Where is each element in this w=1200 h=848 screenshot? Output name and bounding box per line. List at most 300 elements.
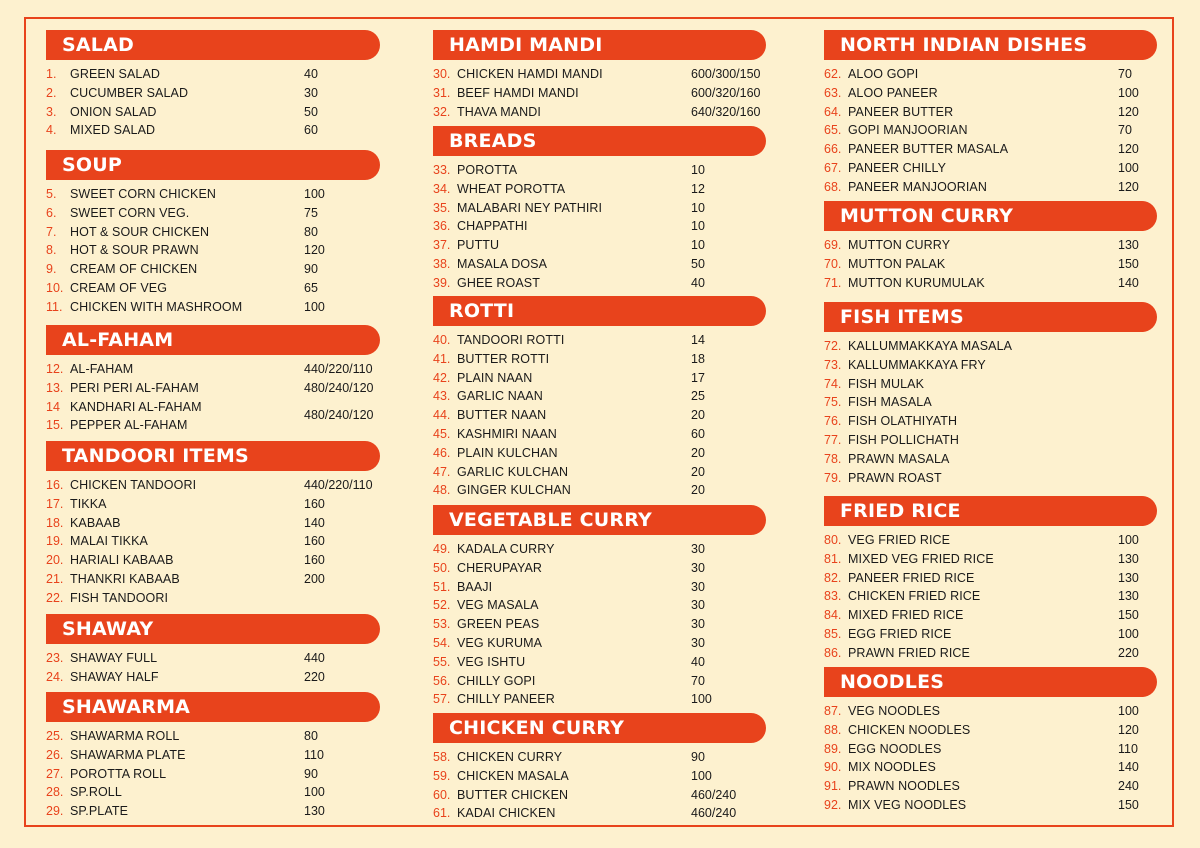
menu-item <box>824 702 1157 721</box>
menu-item <box>46 279 380 298</box>
item-price: 80 <box>304 224 318 239</box>
item-name: GARLIC KULCHAN <box>457 464 569 479</box>
item-number: 58. <box>433 750 451 764</box>
item-name: CHICKEN FRIED RICE <box>848 589 981 604</box>
item-number: 80. <box>824 533 842 547</box>
section-title: CHICKEN CURRY <box>433 713 766 743</box>
item-price: 140 <box>304 515 325 530</box>
item-name: HOT & SOUR CHICKEN <box>70 224 210 239</box>
item-price: 12 <box>691 181 705 196</box>
item-name: CUCUMBER SALAD <box>70 85 189 100</box>
item-price: 140 <box>1118 760 1139 775</box>
item-price: 50 <box>304 104 318 119</box>
menu-item <box>46 765 380 784</box>
item-number: 77. <box>824 433 842 447</box>
menu-item <box>824 255 1157 274</box>
item-name: ALOO PANEER <box>848 85 938 100</box>
menu-item <box>46 260 380 279</box>
menu-item <box>433 767 766 786</box>
item-number: 4. <box>46 123 57 138</box>
section-title: SHAWAY <box>46 614 380 644</box>
item-number: 13. <box>46 380 64 395</box>
menu-item <box>824 84 1157 103</box>
item-number: 32. <box>433 104 451 119</box>
item-number: 51. <box>433 579 451 594</box>
menu-item <box>433 615 766 634</box>
item-number: 25. <box>46 729 64 743</box>
item-number: 45. <box>433 427 451 441</box>
menu-item <box>433 369 766 388</box>
item-price: 50 <box>691 257 705 271</box>
item-name: EGG FRIED RICE <box>848 627 952 641</box>
item-price: 90 <box>304 766 318 781</box>
item-name: SP.ROLL <box>70 785 122 800</box>
item-price: 20 <box>691 408 705 423</box>
menu-item <box>433 84 766 103</box>
menu-item <box>824 393 1157 412</box>
item-name: GOPI MANJOORIAN <box>848 123 968 138</box>
item-name: FISH MASALA <box>848 395 932 410</box>
menu-item <box>824 469 1157 488</box>
menu-item <box>46 746 380 765</box>
item-name: PLAIN NAAN <box>457 370 533 385</box>
item-name: GREEN SALAD <box>70 67 161 81</box>
item-number: 53. <box>433 617 451 632</box>
item-price: 100 <box>691 768 712 783</box>
item-price: 160 <box>304 534 325 549</box>
menu-item <box>433 65 766 84</box>
item-name: KALLUMMAKKAYA MASALA <box>848 339 1013 353</box>
menu-item <box>433 255 766 274</box>
item-number: 55. <box>433 654 451 669</box>
menu-item <box>46 649 380 668</box>
item-number: 29. <box>46 804 64 819</box>
item-number: 85. <box>824 627 842 641</box>
menu-item <box>46 185 380 204</box>
item-name: TIKKA <box>70 496 107 511</box>
item-price: 75 <box>304 205 318 220</box>
section-title: ROTTI <box>433 296 766 326</box>
item-price: 440 <box>304 651 325 665</box>
item-number: 23. <box>46 651 64 665</box>
item-number: 76. <box>824 414 842 429</box>
menu-item <box>824 721 1157 740</box>
menu-item <box>46 514 380 533</box>
item-number: 61. <box>433 806 451 821</box>
section-title: SOUP <box>46 150 380 180</box>
item-name: SWEET CORN CHICKEN <box>70 187 217 201</box>
menu-item <box>46 65 380 84</box>
item-price: 18 <box>691 351 705 366</box>
item-name: SP.PLATE <box>70 804 129 819</box>
item-price: 640/320/160 <box>691 104 761 119</box>
item-price: 220 <box>304 669 325 684</box>
item-number: 14 <box>46 399 60 414</box>
item-price: 110 <box>1118 741 1138 756</box>
item-number: 42. <box>433 370 451 385</box>
menu-item <box>433 180 766 199</box>
item-number: 12. <box>46 362 64 376</box>
item-name: SHAWAY FULL <box>70 651 158 665</box>
item-price: 600/320/160 <box>691 85 761 100</box>
item-number: 79. <box>824 470 842 485</box>
menu-item <box>824 236 1157 255</box>
item-price: 100 <box>691 692 712 707</box>
menu-item <box>433 444 766 463</box>
item-number: 92. <box>824 798 842 812</box>
item-number: 40. <box>433 333 451 347</box>
item-price: 60 <box>691 427 705 441</box>
item-number: 22. <box>46 590 64 605</box>
menu-item <box>824 531 1157 550</box>
menu-item <box>46 103 380 122</box>
item-number: 28. <box>46 785 64 800</box>
menu-item <box>824 431 1157 450</box>
section-title: FISH ITEMS <box>824 302 1157 332</box>
item-price: 120 <box>1118 722 1139 737</box>
item-number: 15. <box>46 418 64 433</box>
item-number: 17. <box>46 496 64 511</box>
menu-item <box>46 204 380 223</box>
item-number: 74. <box>824 376 842 391</box>
item-price: 160 <box>304 553 325 568</box>
item-price: 17 <box>691 370 705 385</box>
item-price: 30 <box>304 85 318 100</box>
section-title: MUTTON CURRY <box>824 201 1157 231</box>
menu-item <box>433 350 766 369</box>
menu-item <box>433 804 766 823</box>
item-price: 220 <box>1118 645 1139 660</box>
item-price: 10 <box>691 219 705 234</box>
menu-item <box>46 570 380 589</box>
item-price: 30 <box>691 636 705 650</box>
item-price: 70 <box>691 673 705 688</box>
item-name: CHILLY GOPI <box>457 673 536 688</box>
menu-item <box>824 740 1157 759</box>
menu-item <box>824 606 1157 625</box>
item-price: 120 <box>1118 142 1139 157</box>
menu-item <box>46 476 380 495</box>
item-number: 88. <box>824 722 842 737</box>
menu-item <box>824 412 1157 431</box>
item-price: 440/220/110 <box>304 362 373 376</box>
menu-item <box>824 375 1157 394</box>
menu-item <box>824 274 1157 293</box>
item-number: 87. <box>824 704 842 718</box>
item-name: SWEET CORN VEG. <box>70 205 190 220</box>
item-number: 52. <box>433 598 451 613</box>
menu-item <box>46 532 380 551</box>
item-price: 100 <box>304 187 325 201</box>
item-price: 200 <box>304 572 325 586</box>
menu-item <box>46 84 380 103</box>
item-name: MALABARI NEY PATHIRI <box>457 200 603 215</box>
item-name: PEPPER AL-FAHAM <box>70 418 188 433</box>
item-name: PANEER FRIED RICE <box>848 570 975 585</box>
item-number: 89. <box>824 741 842 756</box>
item-number: 83. <box>824 589 842 604</box>
item-number: 63. <box>824 85 842 100</box>
item-price: 150 <box>1118 608 1139 623</box>
item-name: VEG KURUMA <box>457 636 543 650</box>
item-price: 20 <box>691 445 705 460</box>
item-price: 160 <box>304 496 325 511</box>
menu-item <box>824 159 1157 178</box>
item-name: GHEE ROAST <box>457 275 540 290</box>
item-name: MALAI TIKKA <box>70 534 148 549</box>
item-number: 57. <box>433 692 451 707</box>
menu-item <box>433 425 766 444</box>
item-price: 65 <box>304 281 318 295</box>
menu-item <box>46 360 380 379</box>
item-price: 100 <box>1118 161 1139 175</box>
item-number: 64. <box>824 104 842 119</box>
item-name: BEEF HAMDI MANDI <box>457 85 579 100</box>
menu-item <box>824 337 1157 356</box>
item-name: AL-FAHAM <box>70 362 134 376</box>
item-name: ALOO GOPI <box>848 67 919 81</box>
item-number: 50. <box>433 560 451 575</box>
item-number: 10. <box>46 281 64 295</box>
item-name: KANDHARI AL-FAHAM <box>70 399 202 414</box>
item-number: 66. <box>824 142 842 157</box>
item-price: 100 <box>1118 85 1139 100</box>
item-price: 100 <box>304 785 325 800</box>
menu-item <box>433 274 766 293</box>
item-number: 43. <box>433 389 451 404</box>
item-price: 130 <box>1118 589 1139 604</box>
item-name: MIXED VEG FRIED RICE <box>848 551 994 566</box>
item-name: PANEER BUTTER <box>848 104 954 119</box>
menu-item <box>824 796 1157 815</box>
item-number: 91. <box>824 779 842 794</box>
menu-item <box>824 178 1157 197</box>
menu-item <box>824 777 1157 796</box>
item-price: 130 <box>1118 551 1139 566</box>
item-price: 130 <box>1118 570 1139 585</box>
menu-item <box>433 540 766 559</box>
menu-item <box>46 727 380 746</box>
menu-item <box>433 199 766 218</box>
item-name: PANEER MANJOORIAN <box>848 179 987 194</box>
item-number: 68. <box>824 179 842 194</box>
menu-item <box>46 668 380 687</box>
item-name: CHICKEN MASALA <box>457 768 569 783</box>
item-price: 25 <box>691 389 705 404</box>
item-name: CHICKEN TANDOORI <box>70 478 197 492</box>
item-price: 130 <box>1118 238 1139 252</box>
item-price: 120 <box>1118 104 1139 119</box>
menu-item <box>433 103 766 122</box>
item-price: 120 <box>1118 179 1139 194</box>
menu-item <box>433 331 766 350</box>
item-price: 40 <box>304 67 318 81</box>
item-name: MIX NOODLES <box>848 760 936 775</box>
menu-item <box>46 783 380 802</box>
menu-item <box>824 569 1157 588</box>
item-price: 20 <box>691 464 705 479</box>
item-name: FISH MULAK <box>848 376 925 391</box>
item-number: 59. <box>433 768 451 783</box>
item-price: 30 <box>691 542 705 556</box>
item-name: CHILLY PANEER <box>457 692 555 707</box>
menu-item <box>433 596 766 615</box>
item-name: BAAJI <box>457 579 493 594</box>
menu-item <box>46 223 380 242</box>
item-number: 34. <box>433 181 451 196</box>
menu-item <box>433 217 766 236</box>
item-number: 47. <box>433 464 451 479</box>
item-number: 33. <box>433 163 451 177</box>
menu-item <box>46 379 380 398</box>
item-price: 100 <box>1118 704 1139 718</box>
item-name: GREEN PEAS <box>457 617 540 632</box>
section-title: NORTH INDIAN DISHES <box>824 30 1157 60</box>
item-name: PANEER CHILLY <box>848 161 947 175</box>
item-number: 7. <box>46 224 57 239</box>
item-name: CHAPPATHI <box>457 219 528 234</box>
item-number: 35. <box>433 200 451 215</box>
item-number: 6. <box>46 205 57 220</box>
item-number: 75. <box>824 395 842 410</box>
item-price: 40 <box>691 654 705 669</box>
item-number: 3. <box>46 104 57 119</box>
item-number: 5. <box>46 187 57 201</box>
item-price: 90 <box>691 750 705 764</box>
menu-item <box>433 406 766 425</box>
item-name: MIX VEG NOODLES <box>848 798 967 812</box>
item-number: 38. <box>433 257 451 271</box>
item-number: 56. <box>433 673 451 688</box>
item-name: MUTTON CURRY <box>848 238 951 252</box>
item-name: BUTTER ROTTI <box>457 351 550 366</box>
menu-item <box>433 672 766 691</box>
menu-item <box>46 551 380 570</box>
item-number: 39. <box>433 275 451 290</box>
item-number: 24. <box>46 669 64 684</box>
menu-item <box>824 140 1157 159</box>
item-price: 600/300/150 <box>691 67 761 81</box>
menu-item <box>433 690 766 709</box>
item-number: 86. <box>824 645 842 660</box>
item-name: CHICKEN HAMDI MANDI <box>457 67 603 81</box>
item-name: PANEER BUTTER MASALA <box>848 142 1009 157</box>
item-name: MIXED SALAD <box>70 123 156 138</box>
item-number: 41. <box>433 351 451 366</box>
item-price: 14 <box>691 333 705 347</box>
item-name: PRAWN NOODLES <box>848 779 960 794</box>
menu-item <box>433 481 766 500</box>
item-number: 44. <box>433 408 451 423</box>
item-name: VEG NOODLES <box>848 704 941 718</box>
item-price: 110 <box>304 747 324 762</box>
item-number: 78. <box>824 451 842 466</box>
item-name: TANDOORI ROTTI <box>457 333 565 347</box>
item-price: 140 <box>1118 275 1139 290</box>
section-title: BREADS <box>433 126 766 156</box>
item-name: VEG FRIED RICE <box>848 533 951 547</box>
item-name: CREAM OF VEG <box>70 281 168 295</box>
item-price: 100 <box>1118 533 1139 547</box>
item-number: 30. <box>433 67 451 81</box>
item-number: 11. <box>46 299 63 314</box>
item-number: 60. <box>433 787 451 802</box>
menu-item <box>824 644 1157 663</box>
item-name: HOT & SOUR PRAWN <box>70 243 199 258</box>
menu-item <box>433 786 766 805</box>
item-number: 9. <box>46 262 57 277</box>
item-number: 8. <box>46 243 57 258</box>
menu-item <box>824 758 1157 777</box>
menu-item <box>824 550 1157 569</box>
section-title: AL-FAHAM <box>46 325 380 355</box>
item-number: 16. <box>46 478 64 492</box>
item-price: 480/240/120 <box>304 408 374 423</box>
item-number: 69. <box>824 238 842 252</box>
item-name: KALLUMMAKKAYA FRY <box>848 357 986 372</box>
item-name: KASHMIRI NAAN <box>457 427 557 441</box>
item-name: HARIALI KABAAB <box>70 553 174 568</box>
item-number: 65. <box>824 123 842 138</box>
item-name: POROTTA <box>457 163 518 177</box>
menu-item <box>433 559 766 578</box>
menu-item <box>824 625 1157 644</box>
item-name: MIXED FRIED RICE <box>848 608 964 623</box>
item-price: 70 <box>1118 67 1132 81</box>
item-name: PLAIN KULCHAN <box>457 445 558 460</box>
item-number: 26. <box>46 747 64 762</box>
item-number: 84. <box>824 608 842 623</box>
item-name: PRAWN ROAST <box>848 470 942 485</box>
section-title: TANDOORI ITEMS <box>46 441 380 471</box>
item-number: 73. <box>824 357 842 372</box>
item-name: THANKRI KABAAB <box>70 572 180 586</box>
item-name: PERI PERI AL-FAHAM <box>70 380 199 395</box>
item-number: 46. <box>433 445 451 460</box>
section-title: FRIED RICE <box>824 496 1157 526</box>
item-price: 440/220/110 <box>304 478 373 492</box>
section-title: HAMDI MANDI <box>433 30 766 60</box>
item-name: MASALA DOSA <box>457 257 548 271</box>
item-name: KADAI CHICKEN <box>457 806 556 821</box>
item-price: 460/240 <box>691 806 737 821</box>
menu-item <box>46 121 380 140</box>
menu-item <box>824 450 1157 469</box>
menu-item <box>46 408 380 435</box>
item-name: SHAWAY HALF <box>70 669 159 684</box>
item-name: BUTTER NAAN <box>457 408 547 423</box>
menu-item <box>46 589 380 608</box>
item-number: 67. <box>824 161 842 175</box>
item-name: EGG NOODLES <box>848 741 942 756</box>
item-price: 70 <box>1118 123 1132 138</box>
menu-item <box>433 634 766 653</box>
item-number: 2. <box>46 85 57 100</box>
section-title: NOODLES <box>824 667 1157 697</box>
item-name: PRAWN MASALA <box>848 451 950 466</box>
menu-item <box>433 387 766 406</box>
item-price: 10 <box>691 238 705 253</box>
item-price: 150 <box>1118 798 1139 812</box>
item-name: ONION SALAD <box>70 104 157 119</box>
item-name: PRAWN FRIED RICE <box>848 645 970 660</box>
item-number: 48. <box>433 483 451 498</box>
item-name: MUTTON PALAK <box>848 256 946 271</box>
item-price: 130 <box>304 804 325 819</box>
section-title: VEGETABLE CURRY <box>433 505 766 535</box>
item-name: PUTTU <box>457 238 500 253</box>
item-name: GARLIC NAAN <box>457 389 543 404</box>
